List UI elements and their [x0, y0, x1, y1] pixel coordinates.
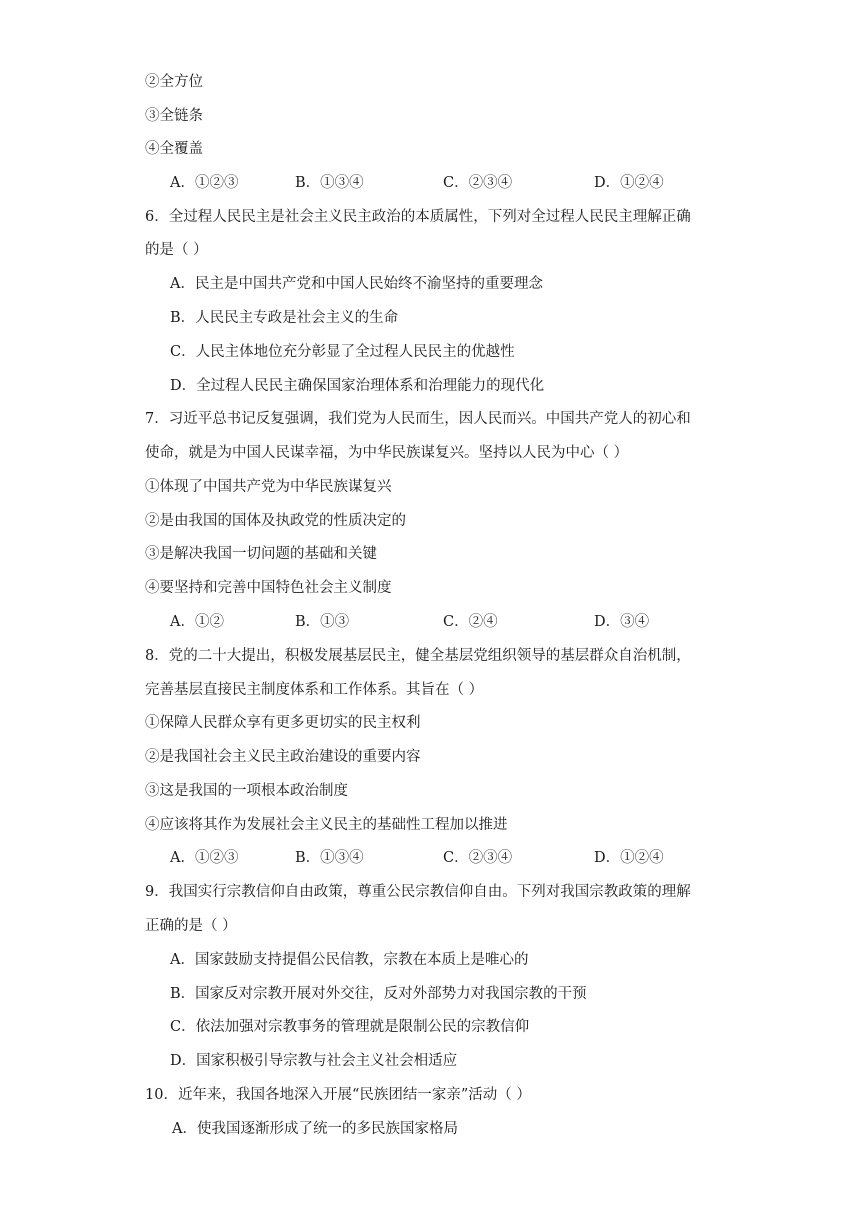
- q5-option-a[interactable]: A．①②③: [170, 175, 239, 191]
- q7-option-a[interactable]: A．①②: [170, 614, 224, 630]
- q5-option-c[interactable]: C．②③④: [443, 175, 513, 191]
- q7-stem-line-2: 使命，就是为中国人民谋幸福，为中华民族谋复兴。坚持以人民为中心（ ）: [145, 445, 629, 461]
- q7-stem-line-1: 7．习近平总书记反复强调，我们党为人民而生，因人民而兴。中国共产党人的初心和: [145, 411, 691, 427]
- q10-stem-line-1: 10．近年来，我国各地深入开展“民族团结一家亲”活动（ ）: [145, 1087, 531, 1103]
- q6-choice-b[interactable]: B．人民民主专政是社会主义的生命: [170, 310, 399, 326]
- q9-choice-a[interactable]: A．国家鼓励支持提倡公民信教，宗教在本质上是唯心的: [170, 952, 529, 968]
- q8-option-a[interactable]: A．①②③: [170, 850, 239, 866]
- q7-option-c[interactable]: C．②④: [443, 614, 498, 630]
- q5-option-b[interactable]: B．①③④: [295, 175, 364, 191]
- q8-stem-line-2: 完善基层直接民主制度体系和工作体系。其旨在（ ）: [145, 682, 484, 698]
- q8-stem-line-1: 8．党的二十大提出，积极发展基层民主，健全基层党组织领导的基层群众自治机制，: [145, 648, 691, 664]
- q8-option-b[interactable]: B．①③④: [295, 850, 364, 866]
- q5-item-3: ③全链条: [145, 108, 203, 124]
- q7-option-b[interactable]: B．①③: [295, 614, 350, 630]
- q7-item-3: ③是解决我国一切问题的基础和关键: [145, 546, 377, 562]
- q9-choice-d[interactable]: D．国家积极引导宗教与社会主义社会相适应: [170, 1053, 458, 1069]
- q8-option-c[interactable]: C．②③④: [443, 850, 513, 866]
- q9-choice-b[interactable]: B．国家反对宗教开展对外交往，反对外部势力对我国宗教的干预: [170, 986, 587, 1002]
- q8-item-4: ④应该将其作为发展社会主义民主的基础性工程加以推进: [145, 817, 508, 833]
- q6-stem-line-1: 6．全过程人民民主是社会主义民主政治的本质属性，下列对全过程人民民主理解正确: [145, 209, 691, 225]
- q9-stem-line-1: 9．我国实行宗教信仰自由政策，尊重公民宗教信仰自由。下列对我国宗教政策的理解: [145, 884, 691, 900]
- q8-item-1: ①保障人民群众享有更多更切实的民主权利: [145, 715, 421, 731]
- q8-option-d[interactable]: D．①②④: [594, 850, 664, 866]
- q5-item-4: ④全覆盖: [145, 141, 203, 157]
- q8-item-3: ③这是我国的一项根本政治制度: [145, 783, 348, 799]
- q6-choice-d[interactable]: D．全过程人民民主确保国家治理体系和治理能力的现代化: [170, 378, 545, 394]
- q10-choice-a[interactable]: A．使我国逐渐形成了统一的多民族国家格局: [172, 1121, 458, 1137]
- q5-item-2: ②全方位: [145, 74, 203, 90]
- q6-choice-a[interactable]: A．民主是中国共产党和中国人民始终不渝坚持的重要理念: [170, 276, 543, 292]
- q6-choice-c[interactable]: C．人民主体地位充分彰显了全过程人民民主的优越性: [170, 344, 515, 360]
- q7-item-4: ④要坚持和完善中国特色社会主义制度: [145, 580, 392, 596]
- q7-item-1: ①体现了中国共产党为中华民族谋复兴: [145, 479, 392, 495]
- q6-stem-line-2: 的是（ ）: [145, 242, 208, 258]
- q9-choice-c[interactable]: C．依法加强对宗教事务的管理就是限制公民的宗教信仰: [170, 1019, 530, 1035]
- q9-stem-line-2: 正确的是（ ）: [145, 918, 237, 934]
- q8-item-2: ②是我国社会主义民主政治建设的重要内容: [145, 749, 421, 765]
- q7-item-2: ②是由我国的国体及执政党的性质决定的: [145, 513, 406, 529]
- q7-option-d[interactable]: D．③④: [594, 614, 650, 630]
- q5-option-d[interactable]: D．①②④: [594, 175, 664, 191]
